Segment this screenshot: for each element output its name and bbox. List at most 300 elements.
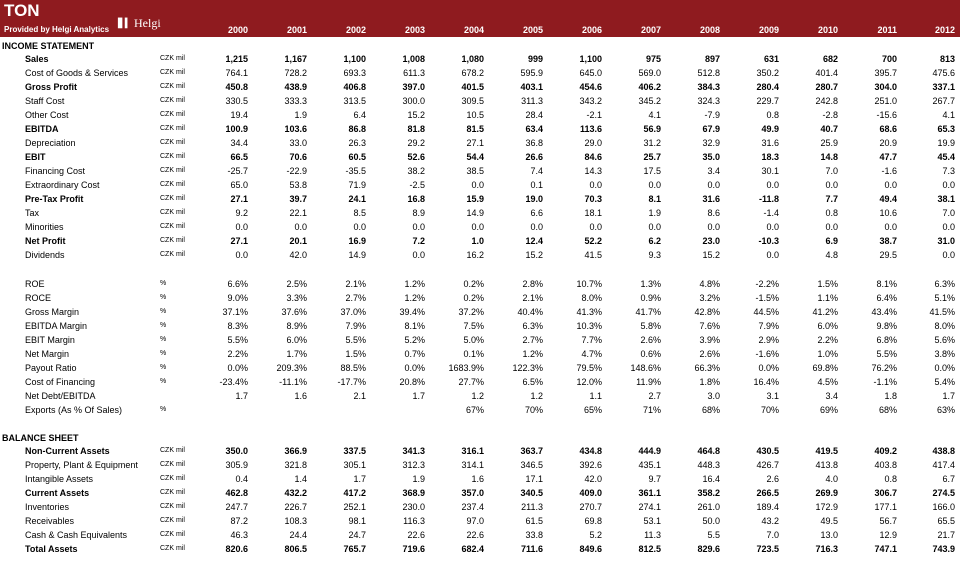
table-cell: 274.5	[932, 488, 955, 498]
table-cell: 2.1%	[345, 279, 366, 289]
table-cell: 40.4%	[517, 307, 543, 317]
table-cell: 747.1	[874, 544, 897, 554]
row-unit: %	[160, 406, 167, 413]
table-cell: 6.5%	[522, 377, 543, 387]
table-cell: 413.8	[815, 460, 838, 470]
row-label: Pre-Tax Profit	[25, 194, 84, 204]
table-cell: 1.4	[294, 474, 307, 484]
table-cell: 39.4%	[399, 307, 425, 317]
table-cell: 682.4	[461, 544, 484, 554]
table-cell: 5.5%	[876, 349, 897, 359]
table-cell: 8.1%	[876, 279, 897, 289]
table-cell: -23.4%	[219, 377, 248, 387]
table-cell: 166.0	[932, 502, 955, 512]
table-cell: 69%	[819, 405, 838, 415]
table-cell: 12.9	[879, 530, 897, 540]
table-cell: 438.9	[284, 82, 307, 92]
table-cell: 343.2	[579, 96, 602, 106]
row-label: Other Cost	[25, 110, 69, 120]
table-cell: 2.6%	[640, 335, 661, 345]
table-cell: 0.0%	[758, 363, 779, 373]
year-header: 2004	[463, 25, 484, 35]
table-cell: 116.3	[403, 516, 425, 526]
table-cell: 569.0	[638, 68, 661, 78]
table-cell: 406.8	[343, 82, 366, 92]
table-cell: 392.6	[579, 460, 602, 470]
table-cell: 450.8	[225, 82, 248, 92]
table-cell: 7.6%	[699, 321, 720, 331]
table-cell: 65.3	[937, 124, 955, 134]
table-cell: 711.6	[520, 544, 543, 554]
table-cell: 5.5	[707, 530, 720, 540]
row-unit: CZK mil	[160, 251, 185, 258]
table-cell: 81.8	[407, 124, 425, 134]
table-cell: 2.1	[353, 391, 366, 401]
table-cell: 1.8%	[699, 377, 720, 387]
table-cell: 230.0	[402, 502, 425, 512]
table-cell: 4.7%	[581, 349, 602, 359]
table-row	[0, 206, 960, 220]
row-label: Cash & Cash Equivalents	[25, 530, 128, 540]
table-cell: 28.4	[525, 110, 543, 120]
row-label: EBITDA Margin	[25, 321, 88, 331]
table-cell: 0.9%	[640, 293, 661, 303]
table-cell: -17.7%	[337, 377, 366, 387]
table-cell: 29.2	[407, 138, 425, 148]
table-cell: 3.2%	[699, 293, 720, 303]
table-cell: 324.3	[697, 96, 720, 106]
table-cell: 337.1	[932, 82, 955, 92]
row-label: Exports (As % Of Sales)	[25, 405, 123, 415]
table-cell: -2.5	[409, 180, 425, 190]
table-cell: 6.9	[825, 236, 838, 246]
row-unit: CZK mil	[160, 209, 185, 216]
row-unit: CZK mil	[160, 111, 185, 118]
table-cell: 280.4	[756, 82, 779, 92]
table-cell: 40.7	[820, 124, 838, 134]
table-cell: 475.6	[932, 68, 955, 78]
table-cell: 37.0%	[340, 307, 366, 317]
row-unit: CZK mil	[160, 503, 185, 510]
table-cell: 35.0	[702, 152, 720, 162]
table-cell: 34.4	[230, 138, 248, 148]
row-label: Minorities	[25, 222, 64, 232]
table-cell: 5.8%	[640, 321, 661, 331]
table-cell: 251.0	[874, 96, 897, 106]
table-cell: 61.5	[525, 516, 543, 526]
table-cell: 39.7	[289, 194, 307, 204]
table-cell: 3.4	[825, 391, 838, 401]
table-cell: 45.4	[937, 152, 955, 162]
table-cell: 14.9	[348, 250, 366, 260]
table-cell: 65%	[583, 405, 602, 415]
table-cell: 9.2	[235, 208, 248, 218]
table-cell: 42.0	[289, 250, 307, 260]
row-unit: %	[160, 378, 167, 385]
table-cell: 19.4	[230, 110, 248, 120]
year-header: 2002	[345, 25, 366, 35]
table-cell: 403.1	[520, 82, 543, 92]
table-cell: 8.1	[648, 194, 661, 204]
table-cell: 0.0	[589, 222, 602, 232]
table-cell: 247.7	[225, 502, 248, 512]
table-cell: 6.7	[942, 474, 955, 484]
table-cell: 15.2	[407, 110, 425, 120]
table-cell: 1.2	[471, 391, 484, 401]
table-cell: 1.6	[471, 474, 484, 484]
table-cell: 4.5%	[817, 377, 838, 387]
row-label: Depreciation	[25, 138, 76, 148]
table-cell: 14.8	[820, 152, 838, 162]
row-unit: %	[160, 364, 167, 371]
table-cell: 1.1%	[817, 293, 838, 303]
year-header: 2006	[581, 25, 602, 35]
table-cell: 269.9	[815, 488, 838, 498]
year-header: 2008	[699, 25, 720, 35]
table-cell: 409.2	[874, 446, 897, 456]
table-cell: 66.3%	[694, 363, 720, 373]
table-cell: 8.0%	[581, 293, 602, 303]
table-cell: 68%	[701, 405, 720, 415]
table-cell: 0.0	[648, 222, 661, 232]
table-cell: 16.4	[702, 474, 720, 484]
table-cell: 312.3	[402, 460, 425, 470]
table-cell: 5.2%	[404, 335, 425, 345]
table-cell: 366.9	[284, 446, 307, 456]
table-row	[0, 486, 960, 500]
table-cell: 98.1	[348, 516, 366, 526]
table-row	[0, 528, 960, 542]
row-unit: CZK mil	[160, 517, 185, 524]
row-unit: %	[160, 294, 167, 301]
table-cell: 8.6	[707, 208, 720, 218]
table-cell: 806.5	[284, 544, 307, 554]
table-cell: 426.7	[756, 460, 779, 470]
table-cell: 209.3%	[276, 363, 307, 373]
table-cell: 32.9	[702, 138, 720, 148]
table-cell: 645.0	[579, 68, 602, 78]
table-cell: 1.5%	[817, 279, 838, 289]
table-cell: 53.8	[289, 180, 307, 190]
table-cell: 723.5	[756, 544, 779, 554]
table-cell: 37.2%	[458, 307, 484, 317]
table-cell: 611.3	[403, 68, 425, 78]
table-cell: 462.8	[225, 488, 248, 498]
table-cell: 5.5%	[345, 335, 366, 345]
table-cell: 0.0	[412, 250, 425, 260]
table-cell: 1,100	[343, 54, 366, 64]
table-cell: 812.5	[638, 544, 661, 554]
table-cell: 68.6	[879, 124, 897, 134]
table-cell: 2.5%	[286, 279, 307, 289]
row-label: Tax	[25, 208, 40, 218]
table-cell: 42.0	[584, 474, 602, 484]
table-cell: 728.2	[284, 68, 307, 78]
table-cell: 97.0	[466, 516, 484, 526]
table-cell: 52.2	[584, 236, 602, 246]
table-cell: 0.0	[825, 222, 838, 232]
table-row	[0, 178, 960, 192]
table-cell: 999	[527, 54, 543, 64]
table-cell: 0.6%	[640, 349, 661, 359]
row-label: EBITDA	[25, 124, 59, 134]
table-cell: 1.2%	[522, 349, 543, 359]
row-label: Non-Current Assets	[25, 446, 110, 456]
table-cell: 1.7	[412, 391, 425, 401]
table-cell: 14.9	[466, 208, 484, 218]
table-cell: 401.5	[461, 82, 484, 92]
table-cell: -10.3	[758, 236, 779, 246]
table-cell: 18.3	[761, 152, 779, 162]
table-cell: 17.1	[525, 474, 543, 484]
table-cell: 0.0	[294, 222, 307, 232]
table-cell: 16.4%	[753, 377, 779, 387]
table-cell: 7.0	[766, 530, 779, 540]
table-cell: 1.6	[294, 391, 307, 401]
row-label: Intangible Assets	[25, 474, 94, 484]
year-header: 2012	[934, 25, 955, 35]
table-cell: 311.3	[521, 96, 543, 106]
table-cell: 8.1%	[404, 321, 425, 331]
table-cell: 65.0	[230, 180, 248, 190]
row-label: Payout Ratio	[25, 363, 77, 373]
table-cell: 7.7%	[581, 335, 602, 345]
table-cell: 3.3%	[286, 293, 307, 303]
table-cell: 38.7	[879, 236, 897, 246]
row-label: EBIT Margin	[25, 335, 75, 345]
table-cell: 384.3	[697, 82, 720, 92]
table-cell: 27.1	[230, 236, 248, 246]
table-cell: 1.0%	[817, 349, 838, 359]
table-cell: 30.1	[761, 166, 779, 176]
year-header: 2000	[227, 25, 248, 35]
helgi-logo	[118, 17, 164, 31]
provider-credit: Provided by Helgi Analytics	[4, 25, 110, 34]
row-label: Gross Margin	[25, 307, 80, 317]
table-cell: 350.0	[225, 446, 248, 456]
table-cell: 31.6	[761, 138, 779, 148]
row-label: EBIT	[25, 152, 46, 162]
table-cell: 330.5	[225, 96, 248, 106]
table-cell: 68%	[878, 405, 897, 415]
table-cell: -35.5	[345, 166, 366, 176]
table-cell: 1.7	[353, 474, 366, 484]
table-cell: 44.5%	[753, 307, 779, 317]
table-cell: 1,100	[579, 54, 602, 64]
table-cell: 3.4	[707, 166, 720, 176]
table-cell: 24.7	[348, 530, 366, 540]
table-row	[0, 234, 960, 248]
table-cell: 0.7%	[404, 349, 425, 359]
table-cell: 177.1	[874, 502, 897, 512]
table-cell: 37.1%	[222, 307, 248, 317]
table-cell: 67%	[465, 405, 484, 415]
table-cell: 305.1	[343, 460, 366, 470]
table-cell: 20.8%	[399, 377, 425, 387]
table-cell: 700	[881, 54, 897, 64]
table-row	[0, 164, 960, 178]
table-cell: 7.0	[942, 208, 955, 218]
table-cell: 47.7	[879, 152, 897, 162]
table-cell: 16.9	[348, 236, 366, 246]
table-cell: 70%	[760, 405, 779, 415]
table-cell: 31.6	[702, 194, 720, 204]
table-cell: 5.1%	[934, 293, 955, 303]
table-cell: 512.8	[697, 68, 720, 78]
table-cell: 7.9%	[758, 321, 779, 331]
row-unit: CZK mil	[160, 475, 185, 482]
table-cell: 313.5	[343, 96, 366, 106]
table-row	[0, 220, 960, 234]
row-unit: %	[160, 308, 167, 315]
table-cell: 1.7	[235, 391, 248, 401]
table-cell: -1.4	[763, 208, 779, 218]
table-cell: -1.5%	[755, 293, 779, 303]
table-cell: 33.0	[289, 138, 307, 148]
table-cell: 13.0	[820, 530, 838, 540]
table-cell: 36.8	[525, 138, 543, 148]
table-cell: 43.4%	[871, 307, 897, 317]
table-cell: 29.0	[584, 138, 602, 148]
row-unit: CZK mil	[160, 167, 185, 174]
table-cell: 357.0	[461, 488, 484, 498]
table-cell: 7.4	[530, 166, 543, 176]
table-cell: 4.1	[648, 110, 661, 120]
year-header: 2005	[522, 25, 543, 35]
table-cell: 1,215	[225, 54, 248, 64]
table-cell: 7.7	[825, 194, 838, 204]
table-cell: 9.3	[648, 250, 661, 260]
table-cell: 3.1	[766, 391, 779, 401]
table-cell: 1.1	[589, 391, 602, 401]
table-row	[0, 403, 960, 417]
table-cell: 22.6	[466, 530, 484, 540]
table-cell: 108.3	[284, 516, 307, 526]
row-label: Gross Profit	[25, 82, 78, 92]
table-cell: -2.1	[586, 110, 602, 120]
table-cell: 41.2%	[812, 307, 838, 317]
table-row	[0, 136, 960, 150]
table-cell: 2.6%	[699, 349, 720, 359]
table-cell: 56.9	[643, 124, 661, 134]
row-unit: CZK mil	[160, 461, 185, 468]
table-cell: 38.5	[466, 166, 484, 176]
table-cell: 9.8%	[876, 321, 897, 331]
table-cell: 417.2	[343, 488, 366, 498]
table-cell: 15.2	[525, 250, 543, 260]
table-cell: 27.1	[466, 138, 484, 148]
table-cell: 25.9	[820, 138, 838, 148]
row-unit: CZK mil	[160, 83, 185, 90]
table-cell: 22.6	[407, 530, 425, 540]
table-cell: 1.9	[648, 208, 661, 218]
table-cell: 1.3%	[640, 279, 661, 289]
table-cell: 361.1	[638, 488, 661, 498]
table-cell: 1.2%	[404, 293, 425, 303]
table-cell: 54.4	[466, 152, 484, 162]
table-cell: 975	[645, 54, 661, 64]
table-cell: 631	[763, 54, 779, 64]
table-cell: 2.2%	[227, 349, 248, 359]
table-cell: 60.5	[348, 152, 366, 162]
row-unit: CZK mil	[160, 69, 185, 76]
table-cell: 682	[822, 54, 838, 64]
table-cell: 345.2	[638, 96, 661, 106]
row-label: Extraordinary Cost	[25, 180, 100, 190]
table-cell: 0.0	[942, 250, 955, 260]
table-cell: 70.3	[584, 194, 602, 204]
table-cell: 33.8	[525, 530, 543, 540]
table-cell: 406.2	[638, 82, 661, 92]
table-cell: 678.2	[461, 68, 484, 78]
table-cell: 148.6%	[630, 363, 661, 373]
table-cell: 20.9	[879, 138, 897, 148]
row-label: ROCE	[25, 293, 52, 303]
year-header: 2009	[758, 25, 779, 35]
year-header: 2003	[404, 25, 425, 35]
table-cell: 743.9	[932, 544, 955, 554]
table-cell: 0.0	[707, 222, 720, 232]
table-cell: 0.0	[235, 250, 248, 260]
table-cell: 3.8%	[934, 349, 955, 359]
table-row	[0, 361, 960, 375]
row-label: Dividends	[25, 250, 65, 260]
table-row	[0, 108, 960, 122]
table-cell: 41.7%	[635, 307, 661, 317]
table-cell: 820.6	[225, 544, 248, 554]
table-cell: 0.0%	[227, 363, 248, 373]
table-cell: 9.7	[648, 474, 661, 484]
table-cell: 12.0%	[576, 377, 602, 387]
table-cell: 7.3	[942, 166, 955, 176]
table-cell: 395.7	[874, 68, 897, 78]
table-cell: 358.2	[697, 488, 720, 498]
table-cell: 46.3	[230, 530, 248, 540]
table-cell: 17.5	[643, 166, 661, 176]
table-cell: 417.4	[932, 460, 955, 470]
table-cell: 70%	[524, 405, 543, 415]
table-row	[0, 192, 960, 206]
table-cell: 0.1%	[463, 349, 484, 359]
table-cell: 8.5	[353, 208, 366, 218]
row-label: Total Assets	[25, 544, 78, 554]
table-cell: 0.0	[766, 180, 779, 190]
table-cell: 1.0	[471, 236, 484, 246]
table-cell: 0.0	[530, 222, 543, 232]
table-row	[0, 122, 960, 136]
table-cell: 49.9	[761, 124, 779, 134]
table-cell: 5.6%	[934, 335, 955, 345]
table-cell: 103.6	[284, 124, 307, 134]
table-cell: 1.5%	[345, 349, 366, 359]
table-cell: 84.6	[584, 152, 602, 162]
table-cell: 88.5%	[340, 363, 366, 373]
row-label: Current Assets	[25, 488, 90, 498]
table-cell: 300.0	[402, 96, 425, 106]
table-cell: 10.5	[466, 110, 484, 120]
table-cell: 15.9	[466, 194, 484, 204]
table-cell: -11.1%	[279, 377, 307, 387]
table-cell: 4.0	[825, 474, 838, 484]
table-cell: 67.9	[702, 124, 720, 134]
table-cell: 5.4%	[934, 377, 955, 387]
table-cell: 10.3%	[576, 321, 602, 331]
table-cell: 1683.9%	[448, 363, 484, 373]
table-cell: -1.1%	[873, 377, 897, 387]
table-row	[0, 333, 960, 347]
table-cell: 8.0%	[934, 321, 955, 331]
table-cell: 9.0%	[227, 293, 248, 303]
